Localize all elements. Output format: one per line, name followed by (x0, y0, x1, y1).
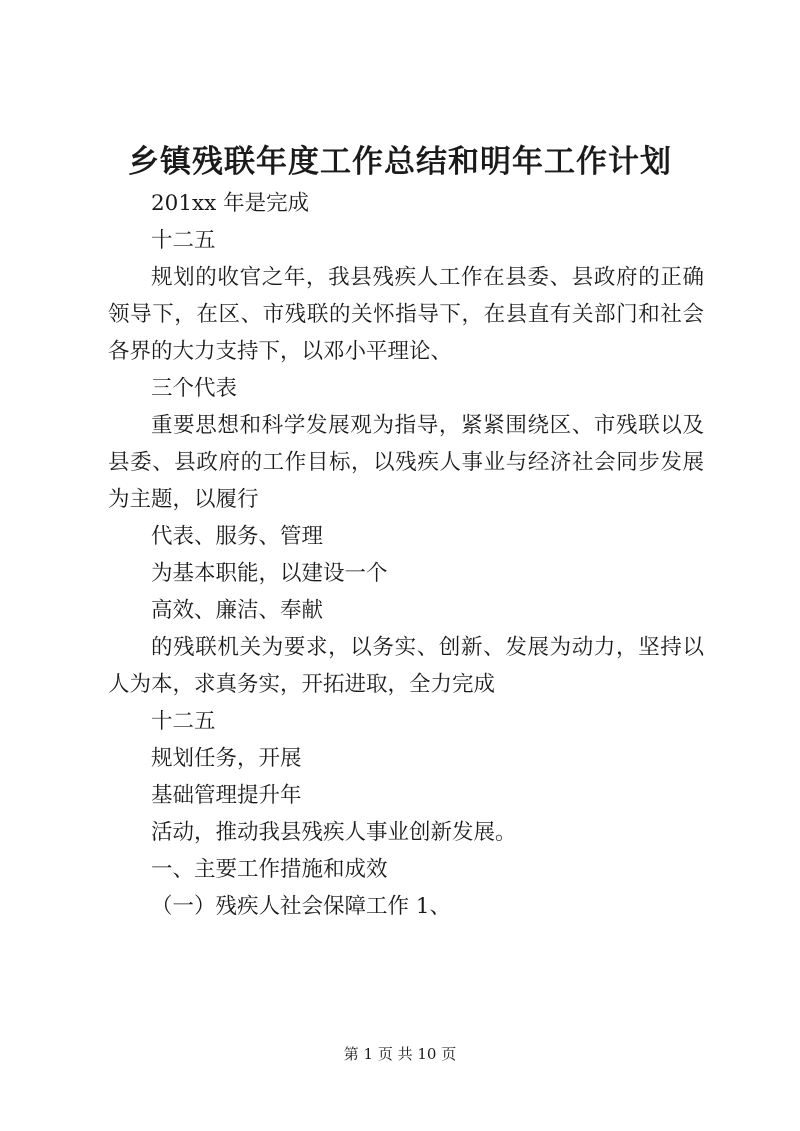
page-number-footer: 第 1 页 共 10 页 (343, 1045, 457, 1063)
paragraph: 的残联机关为要求，以务实、创新、发展为动力，坚持以人为本，求真务实，开拓进取，全力完成 (108, 635, 704, 697)
paragraph: 规划的收官之年，我县残疾人工作在县委、县政府的正确领导下，在区、市残联的关怀指导下，在县直有关部门和社会各界的大力支持下，以邓小平理论、 (108, 265, 704, 364)
document-body (108, 185, 704, 925)
paragraph: 活动，推动我县残疾人事业创新发展。 (151, 820, 517, 845)
paragraph: 规划任务，开展 (151, 746, 302, 771)
paragraph: 高效、廉洁、奉献 (151, 598, 324, 623)
document-title: 乡镇残联年度工作总结和明年工作计划 (128, 144, 672, 180)
paragraph: 三个代表 (151, 376, 238, 401)
paragraph: 代表、服务、管理 (151, 524, 324, 549)
paragraph: 基础管理提升年 (151, 783, 302, 808)
paragraph: 为基本职能，以建设一个 (151, 561, 388, 586)
paragraph: 十二五 (151, 228, 216, 253)
section-heading: 一、主要工作措施和成效 (151, 857, 388, 882)
subsection-heading: （一）残疾人社会保障工作 1、 (151, 894, 452, 919)
paragraph: 十二五 (151, 709, 216, 734)
paragraph: 201xx 年是完成 (151, 191, 310, 216)
paragraph: 重要思想和科学发展观为指导，紧紧围绕区、市残联以及县委、县政府的工作目标，以残疾人事业与经济社会同步发展为主题，以履行 (108, 413, 704, 512)
